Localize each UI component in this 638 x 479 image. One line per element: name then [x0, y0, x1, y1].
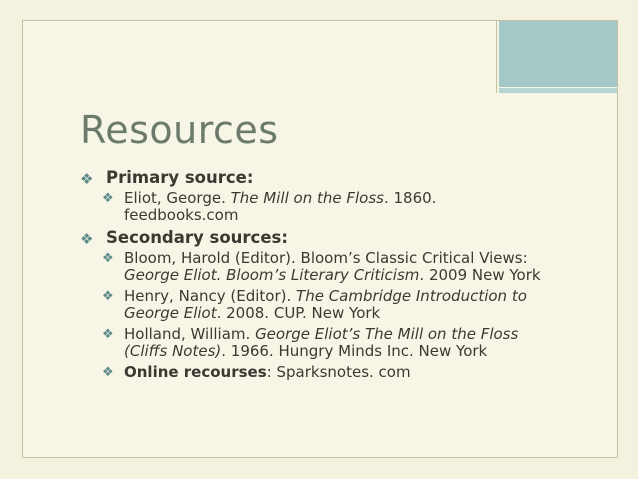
online-label: Online recourses	[124, 363, 267, 381]
citation-title: George Eliot’s The Mill on the Floss (Cliffs Notes)	[124, 325, 519, 360]
citation-author: Eliot, George.	[124, 189, 231, 207]
secondary-heading-item	[80, 228, 550, 248]
citation-title: The Cambridge Introduction to George Eliot	[124, 287, 527, 322]
bullet-icon: ❖	[80, 230, 94, 248]
accent-divider	[496, 21, 497, 93]
bullet-icon: ❖	[80, 170, 94, 188]
citation-author: Holland, William.	[124, 325, 256, 343]
online-resources-item	[80, 364, 550, 381]
bullet-icon: ❖	[102, 365, 114, 380]
primary-item	[80, 190, 550, 224]
citation-author: Bloom, Harold (Editor). Bloom’s Classic Critical Views:	[124, 249, 528, 267]
citation-details: . 1966. Hungry Minds Inc. New York	[221, 342, 488, 360]
citation-details: . 2009 New York	[419, 266, 541, 284]
citation-author: Henry, Nancy (Editor).	[124, 287, 297, 305]
primary-heading-item	[80, 168, 550, 188]
secondary-item	[80, 288, 550, 322]
citation-details: . 2008. CUP. New York	[216, 304, 381, 322]
citation-details: . 1860. feedbooks.com	[124, 189, 437, 224]
corner-accent	[499, 21, 617, 93]
slide-title: Resources	[80, 108, 279, 152]
primary-heading: Primary source:	[106, 168, 254, 187]
bullet-icon: ❖	[102, 191, 114, 206]
resource-list	[80, 168, 550, 385]
online-detail: : Sparksnotes. com	[266, 363, 411, 381]
secondary-heading: Secondary sources:	[106, 228, 288, 247]
bullet-icon: ❖	[102, 251, 114, 266]
secondary-item	[80, 326, 550, 360]
bullet-icon: ❖	[102, 289, 114, 304]
secondary-item	[80, 250, 550, 284]
citation-title: The Mill on the Floss	[230, 189, 384, 207]
citation-title: George Eliot. Bloom’s Literary Criticism	[124, 266, 420, 284]
accent-strip	[499, 21, 617, 93]
bullet-icon: ❖	[102, 327, 114, 342]
